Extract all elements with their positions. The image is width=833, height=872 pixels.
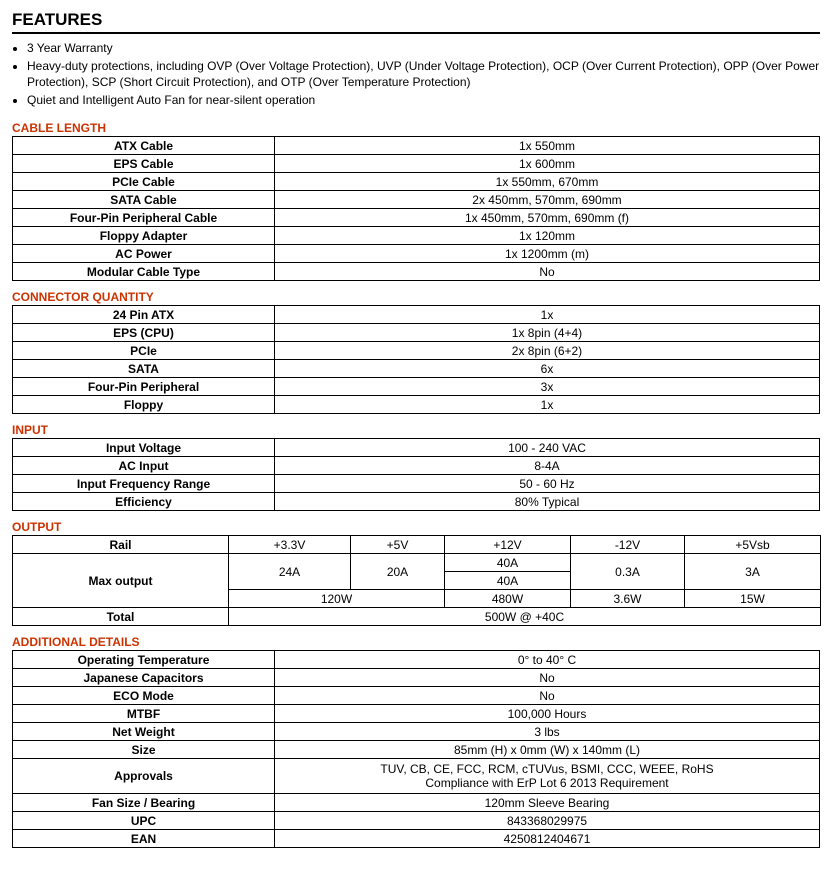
row-value: 1x xyxy=(275,306,820,324)
section-title-additional-details: ADDITIONAL DETAILS xyxy=(12,635,140,649)
watts-12v: 480W xyxy=(445,590,571,608)
row-label: Fan Size / Bearing xyxy=(13,794,275,812)
row-label: Size xyxy=(13,741,275,759)
table-row xyxy=(13,830,820,848)
row-label: Input Frequency Range xyxy=(13,475,275,493)
row-label: Four-Pin Peripheral Cable xyxy=(13,209,275,227)
row-label: SATA Cable xyxy=(13,191,275,209)
table-row xyxy=(13,493,820,511)
table-row xyxy=(13,137,820,155)
row-value: 1x 120mm xyxy=(275,227,820,245)
table-row xyxy=(13,360,820,378)
row-label: AC Power xyxy=(13,245,275,263)
table-row xyxy=(13,227,820,245)
row-label: SATA xyxy=(13,360,275,378)
table-row xyxy=(13,475,820,493)
table-row xyxy=(13,263,820,281)
table-row xyxy=(13,155,820,173)
row-value: 100,000 Hours xyxy=(275,705,820,723)
row-label: PCIe Cable xyxy=(13,173,275,191)
row-label: Efficiency xyxy=(13,493,275,511)
amps-3v3: 24A xyxy=(229,554,351,590)
row-value: 50 - 60 Hz xyxy=(275,475,820,493)
table-row xyxy=(13,554,821,572)
row-value: 80% Typical xyxy=(275,493,820,511)
table-row xyxy=(13,439,820,457)
watts-5vsb: 15W xyxy=(685,590,821,608)
table-row xyxy=(13,191,820,209)
row-label: Floppy xyxy=(13,396,275,414)
feature-item: • 3 Year Warranty xyxy=(27,40,820,56)
row-label: Net Weight xyxy=(13,723,275,741)
amps-5v: 20A xyxy=(351,554,445,590)
amps-12v-a: 40A xyxy=(445,554,571,572)
row-value: 3 lbs xyxy=(275,723,820,741)
amps-neg12v: 0.3A xyxy=(571,554,685,590)
total-value: 500W @ +40C xyxy=(229,608,821,626)
feature-item: • Heavy-duty protections, including OVP (Over Voltage Protection), UVP (Under Voltage Protection), OCP (Over Current Protection), OPP (Over Power Protection), SCP (Short Circuit Protection), and OTP (Over Temperature Protection) xyxy=(27,58,820,90)
table-row xyxy=(13,306,820,324)
row-value: 4250812404671 xyxy=(275,830,820,848)
row-label: Floppy Adapter xyxy=(13,227,275,245)
row-value: 1x 550mm, 670mm xyxy=(275,173,820,191)
table-row xyxy=(13,759,820,794)
features-list xyxy=(12,40,820,108)
row-value: 1x 1200mm (m) xyxy=(275,245,820,263)
section-title-output: OUTPUT xyxy=(12,520,62,534)
total-label: Total xyxy=(13,608,229,626)
table-row xyxy=(13,669,820,687)
row-label: MTBF xyxy=(13,705,275,723)
row-label: UPC xyxy=(13,812,275,830)
row-label: Operating Temperature xyxy=(13,651,275,669)
table-row xyxy=(13,687,820,705)
input-table xyxy=(12,438,820,511)
spec-page xyxy=(12,0,820,848)
row-value: 2x 450mm, 570mm, 690mm xyxy=(275,191,820,209)
row-label: EPS Cable xyxy=(13,155,275,173)
row-label: Japanese Capacitors xyxy=(13,669,275,687)
row-value: 100 - 240 VAC xyxy=(275,439,820,457)
rail-header: +5Vsb xyxy=(685,536,821,554)
table-row xyxy=(13,608,821,626)
cable-length-table xyxy=(12,136,820,281)
row-value: 3x xyxy=(275,378,820,396)
table-row xyxy=(13,812,820,830)
rail-header: +3.3V xyxy=(229,536,351,554)
section-title-connector-quantity: CONNECTOR QUANTITY xyxy=(12,290,154,304)
watts-neg12v: 3.6W xyxy=(571,590,685,608)
row-value: 2x 8pin (6+2) xyxy=(275,342,820,360)
approvals-line-1: TUV, CB, CE, FCC, RCM, cTUVus, BSMI, CCC, WEEE, RoHS xyxy=(380,762,714,776)
row-value: 0° to 40° C xyxy=(275,651,820,669)
rail-header: -12V xyxy=(571,536,685,554)
max-output-label: Max output xyxy=(13,554,229,608)
amps-5vsb: 3A xyxy=(685,554,821,590)
row-value: 120mm Sleeve Bearing xyxy=(275,794,820,812)
connector-quantity-table xyxy=(12,305,820,414)
rail-label: Rail xyxy=(13,536,229,554)
row-label: Modular Cable Type xyxy=(13,263,275,281)
page-title: FEATURES xyxy=(12,0,820,34)
row-value: 1x 8pin (4+4) xyxy=(275,324,820,342)
row-value: 1x 550mm xyxy=(275,137,820,155)
table-row xyxy=(13,457,820,475)
row-label: PCIe xyxy=(13,342,275,360)
table-row xyxy=(13,536,821,554)
output-table xyxy=(12,535,821,626)
row-label: Four-Pin Peripheral xyxy=(13,378,275,396)
table-row xyxy=(13,324,820,342)
row-value: No xyxy=(275,669,820,687)
watts-combined: 120W xyxy=(229,590,445,608)
table-row xyxy=(13,794,820,812)
row-value: 6x xyxy=(275,360,820,378)
table-row xyxy=(13,245,820,263)
rail-header: +12V xyxy=(445,536,571,554)
row-value: 1x 450mm, 570mm, 690mm (f) xyxy=(275,209,820,227)
row-value xyxy=(275,759,820,794)
row-value: 8-4A xyxy=(275,457,820,475)
approvals-line-2: Compliance with ErP Lot 6 2013 Requirement xyxy=(425,776,669,790)
feature-item: • Quiet and Intelligent Auto Fan for near-silent operation xyxy=(27,92,820,108)
section-title-input: INPUT xyxy=(12,423,48,437)
row-value: No xyxy=(275,263,820,281)
table-row xyxy=(13,342,820,360)
table-row xyxy=(13,741,820,759)
row-label: Approvals xyxy=(13,759,275,794)
table-row xyxy=(13,396,820,414)
table-row xyxy=(13,378,820,396)
row-label: ECO Mode xyxy=(13,687,275,705)
table-row xyxy=(13,651,820,669)
table-row xyxy=(13,723,820,741)
table-row xyxy=(13,209,820,227)
row-value: 1x 600mm xyxy=(275,155,820,173)
row-value: 843368029975 xyxy=(275,812,820,830)
additional-details-table xyxy=(12,650,820,848)
row-value: 1x xyxy=(275,396,820,414)
table-row xyxy=(13,705,820,723)
row-value: 85mm (H) x 0mm (W) x 140mm (L) xyxy=(275,741,820,759)
table-row xyxy=(13,173,820,191)
amps-12v-b: 40A xyxy=(445,572,571,590)
row-label: AC Input xyxy=(13,457,275,475)
row-label: EPS (CPU) xyxy=(13,324,275,342)
row-label: Input Voltage xyxy=(13,439,275,457)
row-label: ATX Cable xyxy=(13,137,275,155)
rail-header: +5V xyxy=(351,536,445,554)
row-value: No xyxy=(275,687,820,705)
section-title-cable-length: CABLE LENGTH xyxy=(12,121,106,135)
row-label: 24 Pin ATX xyxy=(13,306,275,324)
row-label: EAN xyxy=(13,830,275,848)
